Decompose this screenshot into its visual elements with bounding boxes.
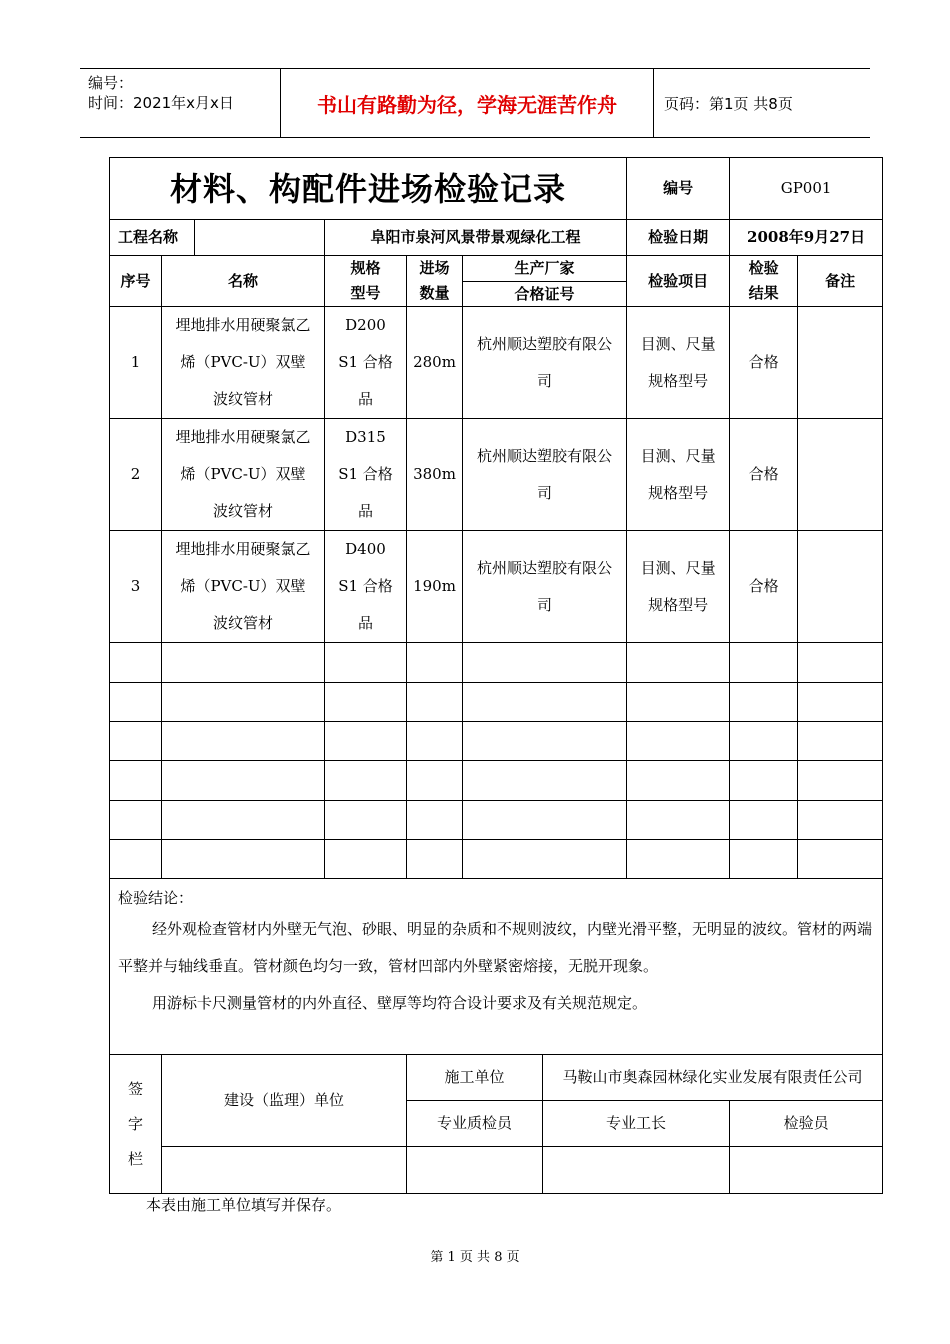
- empty-row: [110, 722, 883, 761]
- row-seq: 3: [110, 531, 162, 643]
- owner-sign-slot: [162, 1147, 407, 1194]
- row-maker: 杭州顺达塑胶有限公司: [463, 419, 627, 531]
- row-qty: 280m: [407, 307, 463, 419]
- row-qty: 380m: [407, 419, 463, 531]
- row-result: 合格: [730, 531, 798, 643]
- motto: 书山有路勤为径，学海无涯苦作舟: [281, 69, 654, 137]
- row-seq: 1: [110, 307, 162, 419]
- row-name: 埋地排水用硬聚氯乙烯（PVC-U）双壁波纹管材: [162, 531, 325, 643]
- contractor-value: 马鞍山市奥森园林绿化实业发展有限责任公司: [543, 1055, 883, 1101]
- inspection-record-table: [109, 157, 883, 1194]
- row-remark: [798, 307, 883, 419]
- empty-row: [110, 801, 883, 840]
- code-label: 编号: [627, 158, 730, 220]
- col-name: 名称: [162, 256, 325, 307]
- conclusion-cell: [110, 879, 883, 1055]
- row-remark: [798, 531, 883, 643]
- row-item: 目测、尺量规格型号: [627, 307, 730, 419]
- row-spec: D200 S1 合格品: [325, 307, 407, 419]
- row-item: 目测、尺量规格型号: [627, 419, 730, 531]
- row-spec: D400 S1 合格品: [325, 531, 407, 643]
- page-footer: 第 1 页 共 8 页: [430, 1250, 520, 1265]
- foreman-sign-slot: [543, 1147, 730, 1194]
- row-maker: 杭州顺达塑胶有限公司: [463, 531, 627, 643]
- project-divider: [194, 220, 195, 255]
- contractor-label: 施工单位: [407, 1055, 543, 1101]
- row-name: 埋地排水用硬聚氯乙烯（PVC-U）双壁波纹管材: [162, 419, 325, 531]
- col-cert: 合格证号: [463, 282, 627, 307]
- col-result: 检验结果: [730, 256, 798, 307]
- project-label: 工程名称: [118, 228, 179, 246]
- qc-sign-slot: [407, 1147, 543, 1194]
- row-item: 目测、尺量规格型号: [627, 531, 730, 643]
- date-value: 2008年9月27日: [730, 220, 883, 256]
- project-label-cell: [110, 220, 325, 256]
- number-label: 编号：: [88, 74, 134, 92]
- time-label: 时间：2021年x月x日: [88, 94, 234, 112]
- row-seq: 2: [110, 419, 162, 531]
- row-remark: [798, 419, 883, 531]
- col-maker: 生产厂家: [463, 256, 627, 282]
- foreman-label: 专业工长: [543, 1101, 730, 1147]
- date-label: 检验日期: [627, 220, 730, 256]
- col-item: 检验项目: [627, 256, 730, 307]
- form-title: 材料、构配件进场检验记录: [110, 158, 627, 220]
- empty-row: [110, 643, 883, 683]
- inspector-label: 检验员: [730, 1101, 883, 1147]
- sign-label: 签字栏: [110, 1055, 162, 1194]
- page-header: [80, 68, 870, 138]
- qc-label: 专业质检员: [407, 1101, 543, 1147]
- project-value: 阜阳市泉河风景带景观绿化工程: [325, 220, 627, 256]
- col-qty: 进场数量: [407, 256, 463, 307]
- conclusion-label: 检验结论：: [118, 889, 194, 907]
- empty-row: [110, 840, 883, 879]
- table-note: 本表由施工单位填写并保存。: [146, 1196, 342, 1214]
- row-result: 合格: [730, 307, 798, 419]
- table-row: [110, 307, 883, 419]
- row-result: 合格: [730, 419, 798, 531]
- col-spec: 规格型号: [325, 256, 407, 307]
- table-row: [110, 419, 883, 531]
- header-meta: [80, 69, 281, 137]
- code-value: GP001: [730, 158, 883, 220]
- page-label: 页码：第1页 共8页: [664, 94, 793, 113]
- conclusion-text: 经外观检查管材内外壁无气泡、砂眼、明显的杂质和不规则波纹，内壁光滑平整，无明显的波纹。管材的两端平整并与轴线垂直。管材颜色均匀一致，管材凹部内外壁紧密熔接，无脱开现象。: [118, 920, 873, 975]
- table-row: [110, 531, 883, 643]
- inspector-sign-slot: [730, 1147, 883, 1194]
- col-remark: 备注: [798, 256, 883, 307]
- row-name: 埋地排水用硬聚氯乙烯（PVC-U）双壁波纹管材: [162, 307, 325, 419]
- owner-unit-label: 建设（监理）单位: [162, 1055, 407, 1147]
- conclusion-text: 用游标卡尺测量管材的内外直径、壁厚等均符合设计要求及有关规范规定。: [152, 994, 648, 1012]
- row-spec: D315 S1 合格品: [325, 419, 407, 531]
- col-seq: 序号: [110, 256, 162, 307]
- empty-row: [110, 683, 883, 722]
- row-qty: 190m: [407, 531, 463, 643]
- row-maker: 杭州顺达塑胶有限公司: [463, 307, 627, 419]
- empty-row: [110, 761, 883, 801]
